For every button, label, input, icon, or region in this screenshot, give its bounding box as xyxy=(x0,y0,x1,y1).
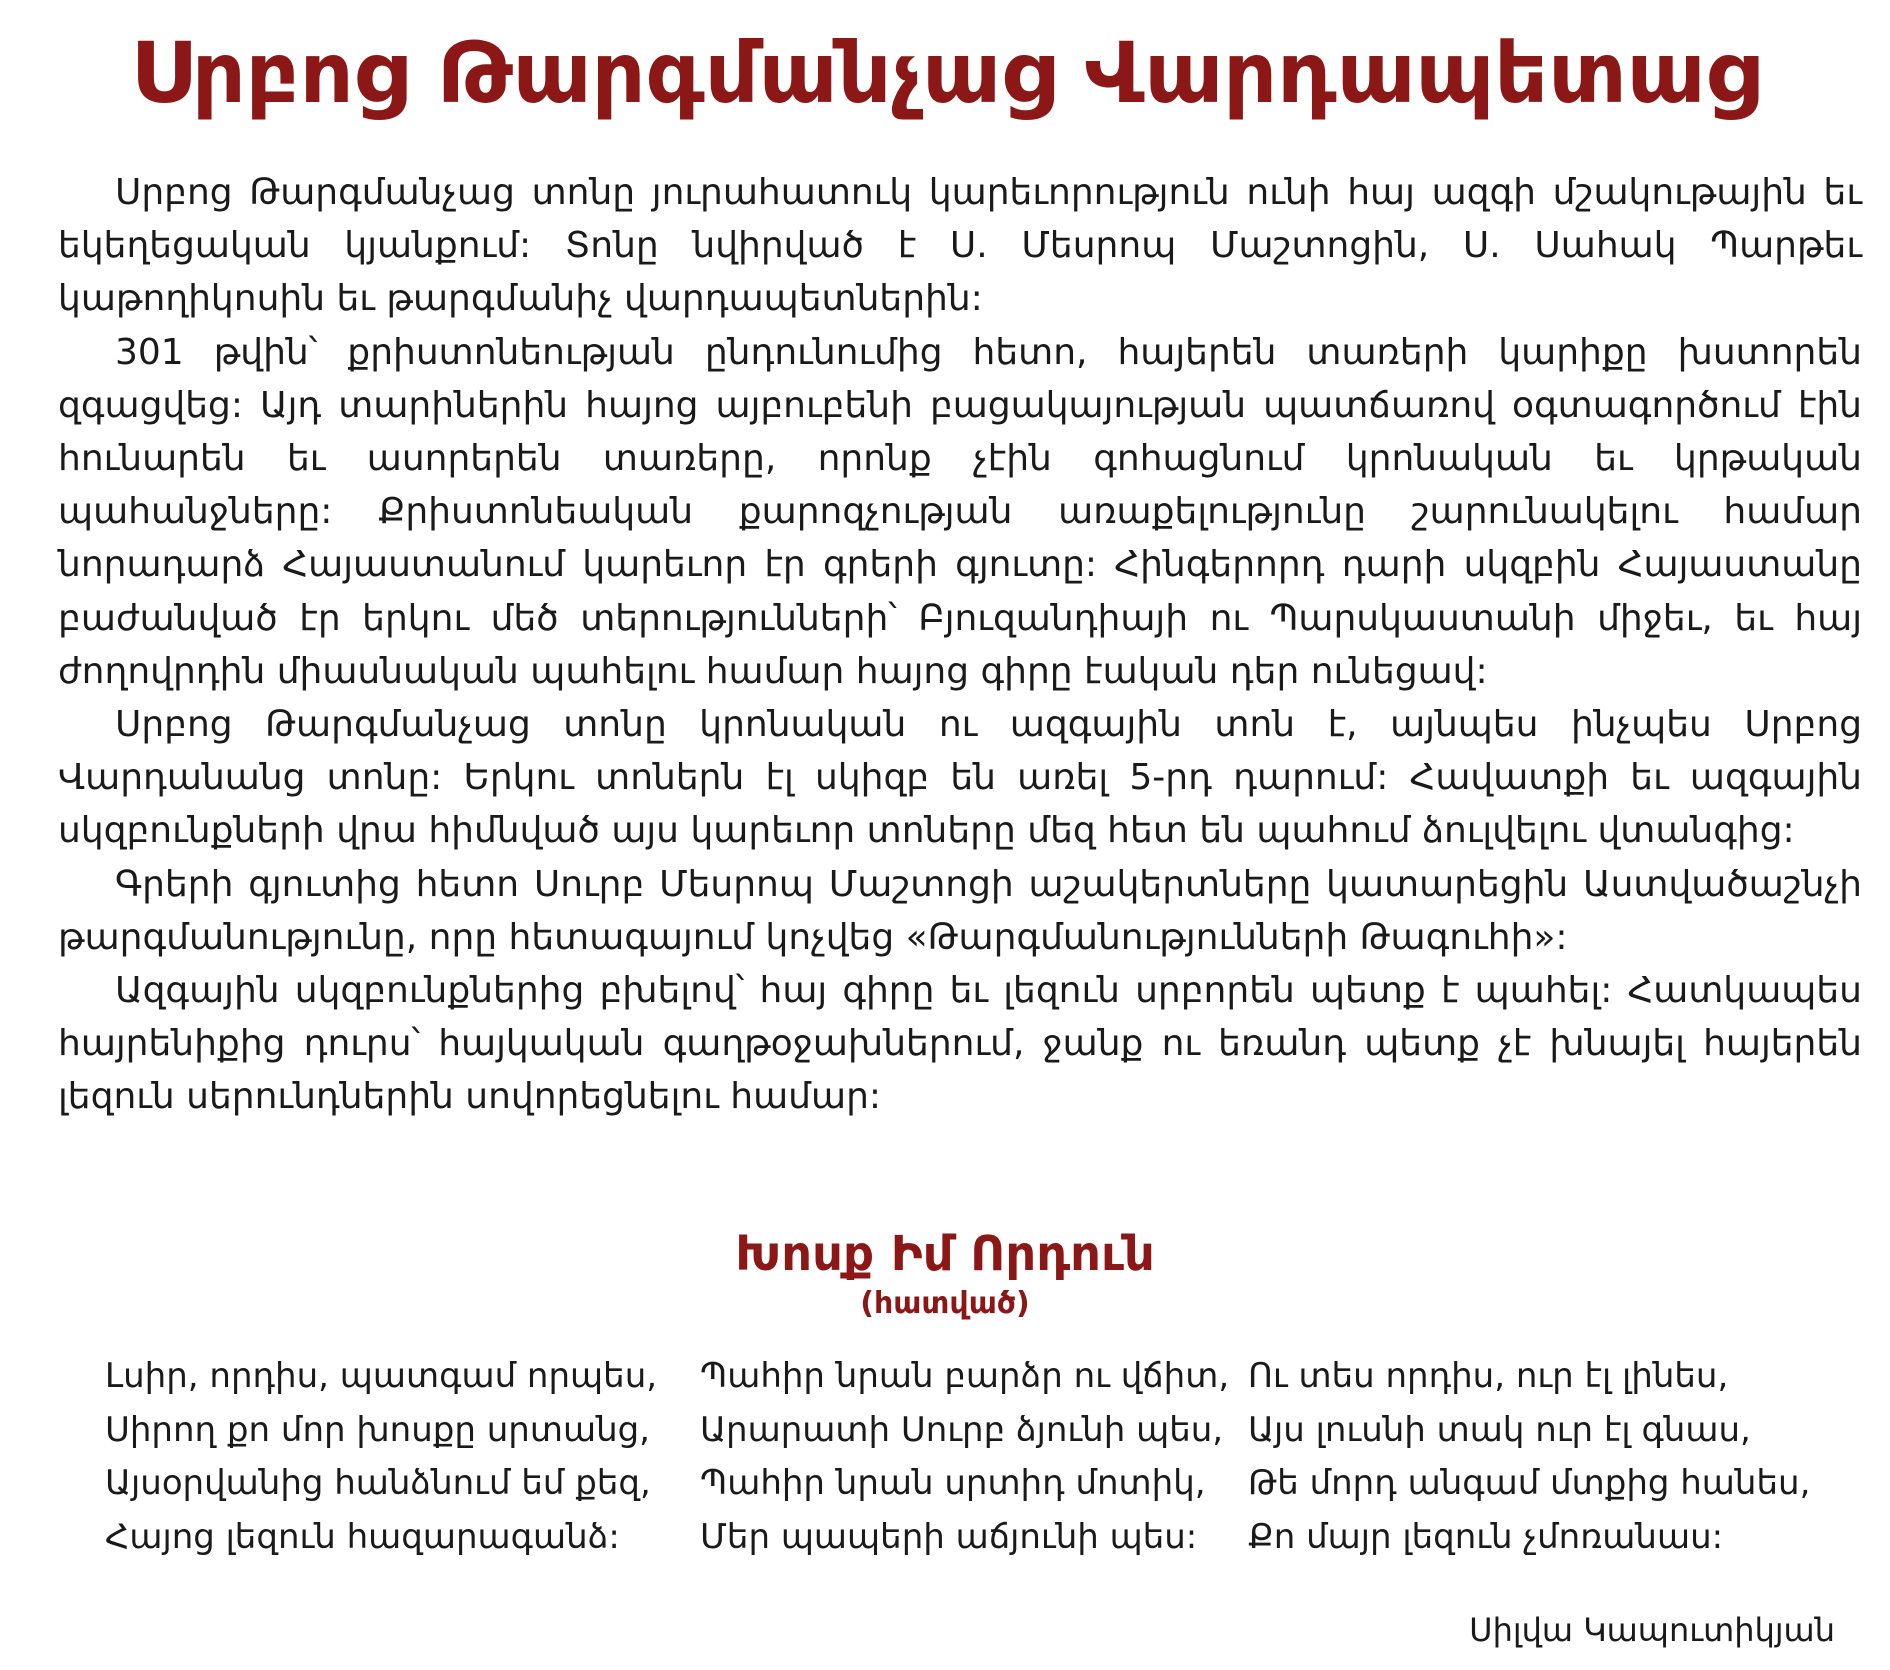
poem-stanza xyxy=(700,1350,1229,1564)
poem-line: Հայոց լեզուն հազարագանձ: xyxy=(105,1516,620,1557)
poem-line: Քո մայր լեզուն չմոռանաս: xyxy=(1248,1516,1724,1557)
poem-stanza xyxy=(105,1350,657,1564)
poem-line: Լսիր, որդիս, պատգամ որպես, xyxy=(105,1356,658,1396)
poem-line: Պահիր նրան սրտիդ մոտիկ, xyxy=(700,1463,1206,1503)
poem-line: Պահիր նրան բարձր ու վճիտ, xyxy=(700,1356,1230,1396)
poem-line: Թե մորդ անգամ մտքից հանես, xyxy=(1248,1463,1811,1503)
article-body xyxy=(58,166,1862,1124)
poem-line: Այս լուսնի տակ ուր էլ գնաս, xyxy=(1248,1409,1751,1450)
article-paragraph: 301 թվին՝ քրիստոնեության ընդունումից հետո, հայերեն տառերի կարիքը խստորեն զգացվեց: Այդ տարիներին հայոց այբուբենի բացակայության պատճառով օգտագործում էին հունարեն եւ ասորերեն տառերը, որոնք չէին գոհացնում կրոնական եւ կրթական պահանջները: Քրիստոնեական քարոզչության առաքելությունը շարունակելու համար նորադարձ Հայաստանում կարեւոր էր գրերի գյուտը: Հինգերորդ դարի սկզբին Հայաստանը բաժանված էր երկու մեծ տերությունների՝ Բյուզանդիայի ու Պարսկաստանի միջեւ, եւ հայ ժողովրդին միասնական պահելու համար հայոց գիրը էական դեր ունեցավ: xyxy=(58,331,1862,692)
poem-line: Սիրող քո մոր խոսքը սրտանց, xyxy=(105,1409,650,1450)
poem-line: Արարատի Սուրբ ձյունի պես, xyxy=(700,1409,1224,1450)
article-paragraph: Սրբոց Թարգմանչաց տոնը կրոնական ու ազգային տոն է, այնպես ինչպես Սրբոց Վարդանանց տոնը: Երկու տոներն էլ սկիզբ են առել 5-րդ դարում: Հավատքի եւ ազգային սկզբունքների վրա հիմնված այս կարեւոր տոները մեզ հետ են պահում ձուլվելու վտանգից: xyxy=(58,704,1862,852)
article-paragraph: Գրերի գյուտից հետո Սուրբ Մեսրոպ Մաշտոցի աշակերտները կատարեցին Աստվածաշնչի թարգմանությունը, որը հետագայում կոչվեց «Թարգմանությունների Թագուհի»: xyxy=(58,863,1862,958)
poem-stanza xyxy=(1248,1350,1810,1564)
poem-line: Ու տես որդիս, ուր էլ լինես, xyxy=(1248,1356,1729,1396)
poem-author: Սիլվա Կապուտիկյան xyxy=(1469,1611,1835,1649)
article-paragraph: Ազգային սկզբունքներից բխելով՝ հայ գիրը եւ լեզուն սրբորեն պետք է պահել: Հատկապես հայրենիքից դուրս՝ հայկական գաղթօջախներում, ջանք ու եռանդ պետք չէ խնայել հայերեն լեզուն սերունդներին սովորեցնելու համար: xyxy=(58,970,1862,1118)
poem-line: Մեր պապերի աճյունի պես: xyxy=(700,1516,1198,1557)
poem-line: Այսօրվանից հանձնում եմ քեզ, xyxy=(105,1463,651,1503)
poem-title: Խոսք Իմ Որդուն xyxy=(735,1226,1155,1282)
page-title: Սրբոց Թարգմանչաց Վարդապետաց xyxy=(130,24,1760,122)
article-paragraph: Սրբոց Թարգմանչաց տոնը յուրահատուկ կարեւորություն ունի հայ ազգի մշակութային եւ եկեղեցական կյանքում: Տոնը նվիրված է Ս. Մեսրոպ Մաշտոցին, Ս. Սահակ Պարթեւ կաթողիկոսին եւ թարգմանիչ վարդապետներին: xyxy=(58,172,1862,320)
poem-subtitle: (հատված) xyxy=(860,1286,1030,1321)
